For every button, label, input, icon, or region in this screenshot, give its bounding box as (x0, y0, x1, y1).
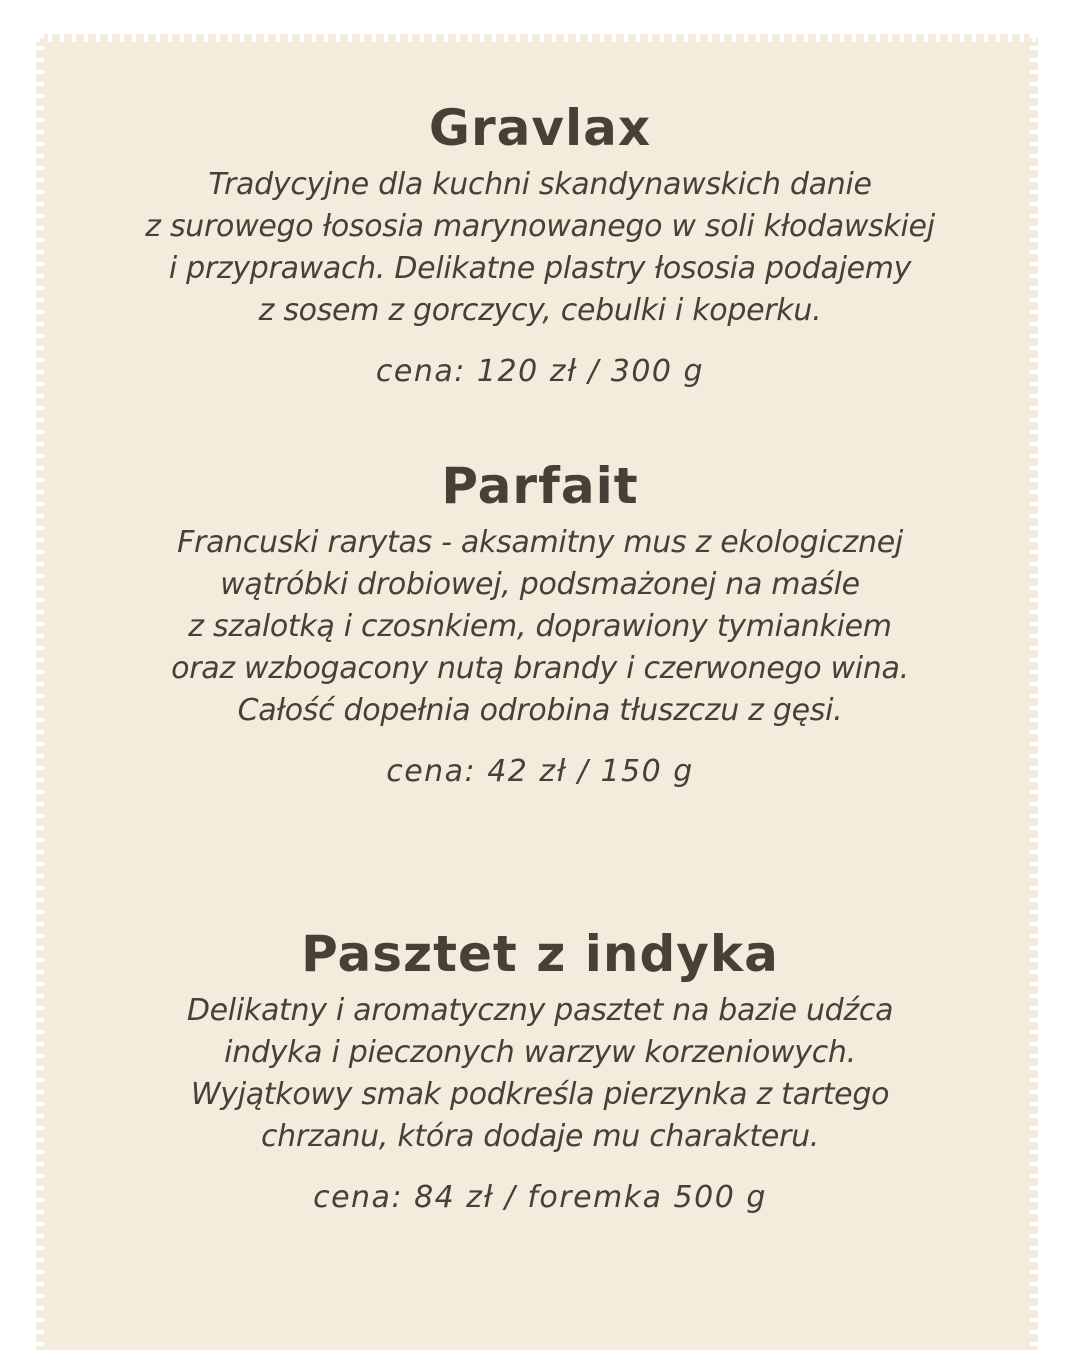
item-price: cena: 84 zł / foremka 500 g (313, 1180, 767, 1215)
description-line: Francuski rarytas - aksamitny mus z ekologicznej (177, 525, 903, 560)
menu-item-gravlax (36, 100, 1044, 392)
item-description (36, 990, 1044, 1158)
description-line: Całość dopełnia odrobina tłuszczu z gęsi. (237, 693, 843, 728)
description-line: Delikatny i aromatyczny pasztet na bazie udźca (186, 993, 894, 1028)
item-description (36, 164, 1044, 332)
description-line: oraz wzbogacony nutą brandy i czerwonego wina. (171, 651, 909, 686)
description-line: i przyprawach. Delikatne plastry łososia podajemy (168, 251, 912, 286)
item-title: Parfait (441, 457, 639, 515)
description-line: z surowego łososia marynowanego w soli kłodawskiej (145, 209, 935, 244)
description-line: z sosem z gorczycy, cebulki i koperku. (258, 293, 822, 328)
description-line: indyka i pieczonych warzyw korzeniowych. (224, 1035, 856, 1070)
menu-item-pasztet-z-indyka (36, 926, 1044, 1218)
description-line: wątróbki drobiowej, podsmażonej na maśle (220, 567, 860, 602)
description-line: chrzanu, która dodaje mu charakteru. (260, 1119, 820, 1154)
description-line: Tradycyjne dla kuchni skandynawskich danie (208, 167, 872, 202)
item-title: Pasztet z indyka (301, 925, 779, 983)
item-price: cena: 120 zł / 300 g (375, 354, 705, 389)
item-title: Gravlax (428, 99, 652, 157)
item-price: cena: 42 zł / 150 g (386, 754, 694, 789)
description-line: Wyjątkowy smak podkreśla pierzynka z tartego (190, 1077, 890, 1112)
item-description (36, 522, 1044, 732)
menu-item-parfait (36, 458, 1044, 792)
description-line: z szalotką i czosnkiem, doprawiony tymiankiem (188, 609, 892, 644)
